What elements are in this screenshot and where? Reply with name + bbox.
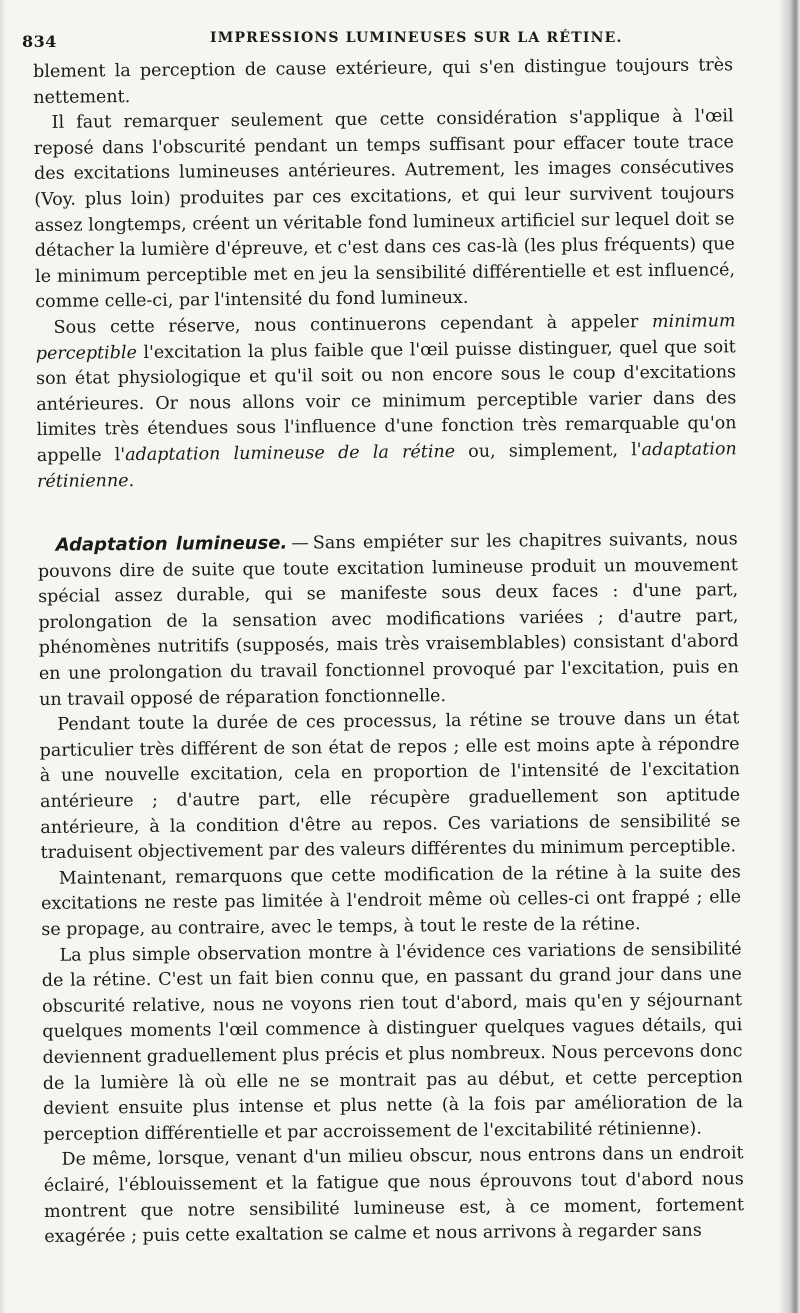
title-dash: — <box>291 533 309 554</box>
body-text <box>33 53 744 1250</box>
paragraph: Pendant toute la durée de ces processus, la rétine se trouve dans un état particulier très différent de son état de repos ; elle est moins apte à répondre à une nouvelle excitation, cela en proportion de l'intensité de l'excitation antérieure ; d'autre part, elle récupère graduellement son aptitude antérieure, à la condition d'être au repos. Ces variations de sensibilité se traduisent objectivement par des valeurs différentes du minimum perceptible. <box>39 708 741 864</box>
running-title: IMPRESSIONS LUMINEUSES SUR LA RÉTINE. <box>210 30 623 46</box>
paragraph-text: Sous cette réserve, nous continuerons cependant à appeler <box>53 312 653 338</box>
page-header <box>22 26 762 54</box>
paragraph: Il faut remarquer seulement que cette considération s'applique à l'œil reposé dans l'obscurité pendant un temps suffisant pour effacer toute trace des excitations lumineuses antérieures. Autrement, les images consécutives (Voy. plus loin) produites par ces excitations, et qui leur survivent toujours assez longtemps, créent un véritable fond lumineux artificiel sur lequel doit se détacher la lumière d'épreuve, et c'est dans ces cas-là (les plus fréquents) que le minimum perceptible met en jeu la sensibilité différentielle et est influencé, comme celle-ci, par l'intensité du fond lumineux. <box>33 106 736 313</box>
section-paragraph <box>38 526 740 713</box>
page-number: 834 <box>22 32 57 51</box>
paragraph: Maintenant, remarquons que cette modification de la rétine à la suite des excitations ne reste pas limitée à l'endroit même où celles-ci ont frappé ; elle se propage, au contraire, avec le temps, à tout le reste de la rétine. <box>41 862 742 940</box>
term-minimum-perceptible: minimum perceptible <box>35 311 736 364</box>
page-gutter-shadow <box>0 0 6 1313</box>
paragraph <box>35 309 737 495</box>
paragraph-text: . <box>128 470 135 491</box>
paragraph-continued: blement la perception de cause extérieure, qui s'en distingue toujours très nettement. <box>33 55 734 108</box>
term-adaptation-lumineuse: adaptation lumineuse de la rétine <box>125 441 456 466</box>
paragraph-text: Sans empiéter sur les chapitres suivants, nous pouvons dire de suite que toute excitation lumineuse produit un mouvement spécial assez durable, qui se manifeste sous deux faces : d'une part, prolongation de la sensation avec modifications variées ; d'autre part, phénomènes nutritifs (supposés, mais très vraisemblables) consistant d'abord en une prolongation du travail fonctionnel provoqué par l'excitation, puis en un travail opposé de réparation fonctionnelle. <box>37 529 739 710</box>
paragraph: La plus simple observation montre à l'évidence ces variations de sensibilité de la rétine. C'est un fait bien connu que, en passant du grand jour dans une obscurité relative, nous ne voyons rien tout d'abord, mais qu'en y séjournant quelques moments l'œil commence à distinguer quelques vagues détails, qui deviennent graduellement plus précis et plus nombreux. Nous percevons donc de la lumière là où elle ne se montrait pas au début, et cette perception devient ensuite plus intense et plus nette (à la fois par amélioration de la perception différentielle et par accroissement de l'excitabilité rétinienne). <box>41 938 744 1145</box>
paragraph-text: l'excitation la plus faible que l'œil puisse distinguer, quel que soit son état physiologique et qu'il soit ou non encore sous le coup d'excitations antérieures. Or nous allons voir ce minimum perceptible varier dans des limites très étendues sous l'influence d'une fonction très remarquable qu'on appelle l' <box>35 336 737 466</box>
paragraph-text: ou, simplement, l' <box>454 440 642 462</box>
page-edge-shadow <box>778 0 800 1313</box>
paragraph: De même, lorsque, venant d'un milieu obscur, nous entrons dans un endroit éclairé, l'éblouissement et la fatigue que nous éprouvons tout d'abord nous montrent que notre sensibilité lumineuse est, à ce moment, fortement exagérée ; puis cette exaltation se calme et nous arrivons à regarder sans <box>43 1143 745 1248</box>
section-title: Adaptation lumineuse. <box>55 532 288 556</box>
term-adaptation-retinienne: adaptation rétinienne <box>36 439 737 492</box>
